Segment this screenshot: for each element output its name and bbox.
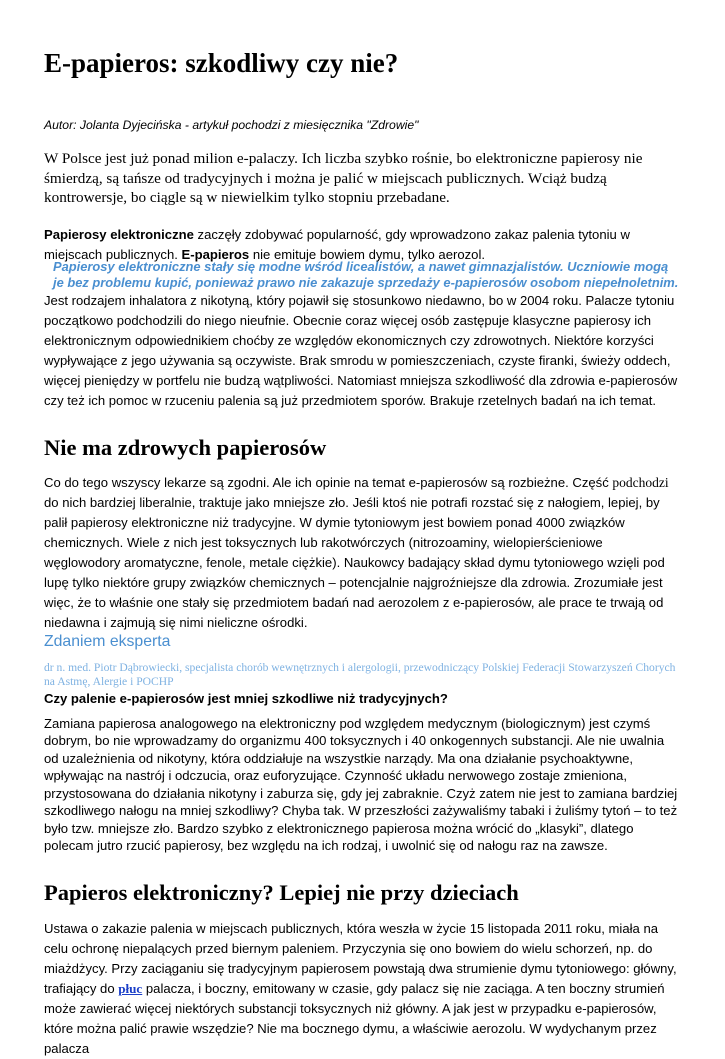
- article-author: Autor: Jolanta Dyjecińska - artykuł pochodzi z miesięcznika "Zdrowie": [44, 118, 419, 132]
- section-heading-not-near-children: Papieros elektroniczny? Lepiej nie przy dzieciach: [44, 879, 519, 905]
- paragraph-doctors-text-a: Co do tego wszyscy lekarze są zgodni. Ale ich opinie na temat e-papierosów są rozbieżne. Część: [44, 474, 613, 490]
- paragraph-inhaler: Jest rodzajem inhalatora z nikotyną, który pojawił się stosunkowo niedawno, bo w 2004 roku. Palacze tytoniu początkowo podchodzili do niego nieufnie. Obecnie coraz więcej osób zastępuje klasyczne papierosy ich elektronicznym odpowiednikiem choćby ze względów ekonomicznych czy zdrowotnych. Niektóre korzyści wypływające z jego używania są oczywiste. Brak smrodu w pomieszczeniach, czyste firanki, świeży oddech, więcej pieniędzy w portfelu nie budzą wątpliwości. Natomiast mniejsza szkodliwość dla zdrowia e-papierosów czy też ich pomoc w rzuceniu palenia są już przedmiotem sporów. Brakuje rzetelnych badań na ich temat.: [44, 292, 678, 408]
- expert-answer: Zamiana papierosa analogowego na elektroniczny pod względem medycznym (biologicznym) jest czymś dobrym, bo nie wprowadzamy do organizmu 400 toksycznych i 40 onkogennych substancji. Ale nie uwalnia od uzależnienia od nikotyny, która oddziałuje na wszystkie narządy. Ma ona działanie psychoaktywne, wpływając na nastrój i odczucia, oraz euforyzujące. Czynność układu nerwowego zostaje zmieniona, przystosowana do działania nikotyny i zaburza się, gdy jej zabraknie. Czyż zatem nie jest to zamiana bardziej szkodliwego nałogu na mniej szkodliwy? Chyba tak. W przeszłości zażywaliśmy tabaki i żuliśmy tytoń – to też było tzw. mniejsze zło. Bardzo szybko z elektronicznego papierosa można wrócić do „klasyki”, dlatego polecam jutro rzucić papierosy, bez względu na ich rodzaj, i uwolnić się od nałogu raz na zawsze.: [44, 715, 678, 853]
- expert-heading: Zdaniem eksperta: [44, 632, 171, 650]
- bold-term-e-papieros: E-papieros: [181, 246, 250, 262]
- article-lead: W Polsce jest już ponad milion e-palaczy. Ich liczba szybko rośnie, bo elektroniczne papierosy nie śmierdzą, są tańsze od tradycyjnych i można je palić w miejscach publicznych. Wciąż budzą kontrowersje, bo ciągle są w niewielkim tylko stopniu przebadane.: [44, 150, 643, 206]
- paragraph-intro-text-1: zaczęły zdobywać popularność, gdy wprowadzono zakaz palenia tytoniu w miejscach publicznych.: [44, 226, 630, 262]
- expert-name: dr n. med. Piotr Dąbrowiecki, specjalista chorób wewnętrznych i alergologii, przewodniczący Polskiej Federacji Stowarzyszeń Chorych na Astmę, Alergie i POCHP: [44, 660, 676, 688]
- bold-term-e-cigarettes: Papierosy elektroniczne: [44, 226, 194, 242]
- pull-quote: Papierosy elektroniczne stały się modne wśród licealistów, a nawet gimnazjalistów. Uczniowie mogą je bez problemu kupić, ponieważ prawo nie zakazuje sprzedaży e-papierosów osobom niepełnoletnim.: [53, 258, 679, 290]
- section-heading-no-healthy-cigarettes: Nie ma zdrowych papierosów: [44, 434, 327, 460]
- paragraph-smoking-ban-text-a: Ustawa o zakazie palenia w miejscach publicznych, która weszła w życie 15 listopada 2011 roku, miała na celu ochronę niepalących przed biernym paleniem. Przyczynia się ono bowiem do wielu schorzeń, np. do miażdżycy. Przy zaciąganiu się tradycyjnym papierosem powstają dwa strumienie dymu tytoniowego: główny, trafiający do: [44, 920, 677, 996]
- paragraph-smoking-ban-text-b: palacza, i boczny, emitowany w czasie, gdy palacz się nie zaciąga. A ten boczny strumień może zawierać więcej niektórych substancji toksycznych niż główny. A jak jest w przypadku e-papierosów, które można palić prawie wszędzie? Nie ma bocznego dymu, a właściwie aerozolu. W wydychanym przez palacza: [44, 980, 665, 1056]
- link-pluc[interactable]: płuc: [118, 980, 143, 996]
- paragraph-doctors: [44, 473, 681, 633]
- expert-question: Czy palenie e-papierosów jest mniej szkodliwe niż tradycyjnych?: [44, 690, 448, 706]
- serif-word: podchodzi: [612, 474, 669, 490]
- paragraph-intro-text-2: nie emituje bowiem dymu, tylko aerozol.: [249, 246, 486, 262]
- paragraph-smoking-ban: [44, 919, 681, 1059]
- article-title: E-papieros: szkodliwy czy nie?: [44, 48, 399, 78]
- paragraph-doctors-text-b: do nich bardziej liberalnie, traktuje jako mniejsze zło. Jeśli ktoś nie potrafi rozstać się z nałogiem, lepiej, by palił papierosy elektroniczne niż tradycyjne. W dymie tytoniowym jest bowiem ponad 4000 związków chemicznych. Wiele z nich jest toksycznych lub rakotwórczych (nitrozoaminy, wielopierścieniowe węglowodory aromatyczne, fenole, metale ciężkie). Naukowcy badający skład dymu tytoniowego wzięli pod lupę tylko niektóre grupy związków chemicznych – potencjalnie najgroźniejsze dla zdrowia. Zrozumiałe jest więc, że to właśnie one stały się przedmiotem badań nad aerozolem z e-papierosów, ale prace te trwają od niedawna i zajmują się nimi nieliczne ośrodki.: [44, 494, 665, 630]
